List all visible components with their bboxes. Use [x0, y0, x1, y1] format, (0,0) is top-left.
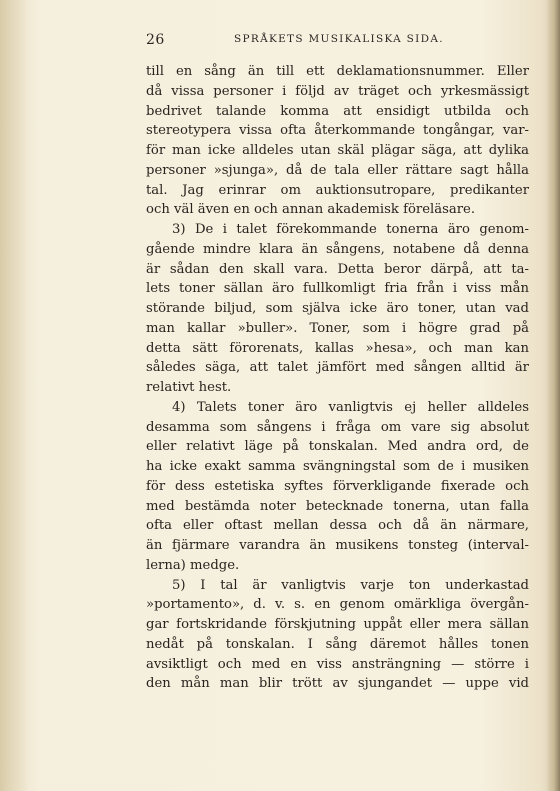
page-right-edge	[546, 0, 560, 791]
text-line: för man icke alldeles utan skäl plägar säga, att dylika	[146, 143, 529, 158]
text-line: med bestämda noter betecknade tonerna, utan falla	[146, 498, 529, 514]
text-line: än fjärmare varandra än musikens tonsteg (interval-	[146, 538, 529, 553]
text-line: således säga, att talet jämfört med sången alltid är	[146, 360, 529, 376]
text-line: lets toner sällan äro fullkomligt fria från i viss mån	[146, 281, 529, 297]
text-line: gar fortskridande förskjutning uppåt eller mera sällan	[146, 617, 529, 632]
text-line: desamma som sångens i fråga om vare sig absolut	[146, 419, 529, 435]
text-line: stereotypera vissa ofta återkommande tongångar, var-	[146, 123, 529, 139]
text-line: eller relativt läge på tonskalan. Med andra ord, de	[146, 439, 529, 455]
text-line: då vissa personer i följd av träget och yrkesmässigt	[146, 83, 529, 99]
page-header	[146, 32, 530, 50]
text-line: störande biljud, som själva icke äro toner, utan vad	[146, 301, 529, 316]
text-line: den mån man blir trött av sjungandet — uppe vid	[146, 676, 529, 692]
paragraph-start: 4) Talets toner äro vanligtvis ej heller alldeles	[172, 399, 529, 415]
text-line: ha icke exakt samma svängningstal som de i musiken	[146, 459, 529, 474]
text-line: relativt hest.	[146, 380, 232, 395]
text-line: ofta eller oftast mellan dessa och då än närmare,	[146, 518, 529, 534]
page-gutter-shadow	[0, 0, 28, 791]
running-title: SPRÅKETS MUSIKALISKA SIDA.	[234, 33, 444, 45]
text-line: bedrivet talande komma att ensidigt utbilda och	[146, 103, 529, 119]
text-line: och väl även en och annan akademisk föreläsare.	[146, 202, 476, 218]
text-line: för dess estetiska syftes förverkligande fixerade och	[146, 478, 529, 494]
text-line: »portamento», d. v. s. en genom omärkliga övergån-	[146, 597, 529, 613]
paragraph-start: 5) I tal är vanligtvis varje ton underkastad	[172, 577, 529, 593]
text-line: personer »sjunga», då de tala eller rättare sagt hålla	[146, 162, 529, 178]
text-line: avsiktligt och med en viss ansträngning — större i	[146, 656, 529, 672]
text-line: nedåt på tonskalan. I sång däremot hålles tonen	[146, 636, 529, 652]
paragraph-start: 3) De i talet förekommande tonerna äro genom-	[172, 222, 529, 237]
text-line: gående mindre klara än sångens, notabene då denna	[146, 241, 529, 257]
text-line: lerna) medge.	[146, 557, 240, 573]
text-line: detta sätt förorenats, kallas »hesa», och man kan	[146, 340, 529, 356]
text-line: man kallar »buller». Toner, som i högre grad på	[146, 320, 529, 336]
body-text	[146, 62, 529, 694]
text-line: är sådan den skall vara. Detta beror därpå, att ta-	[146, 261, 529, 277]
text-line: tal. Jag erinrar om auktionsutropare, predikanter	[146, 182, 529, 198]
page-number: 26	[146, 32, 165, 48]
text-line: till en sång än till ett deklamationsnummer. Eller	[146, 64, 529, 79]
